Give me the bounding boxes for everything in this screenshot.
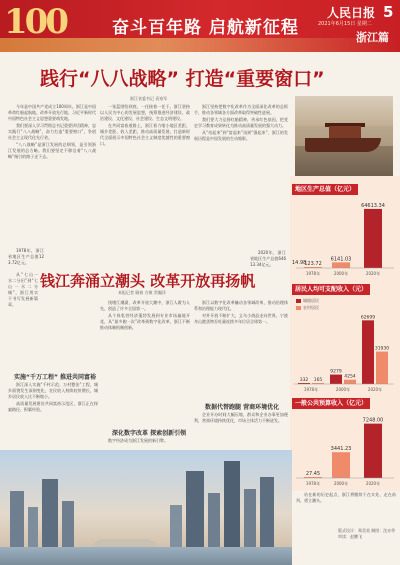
income-category-label-0: 1978年 <box>303 387 319 392</box>
budget-chart <box>290 410 400 490</box>
red-boat-photo <box>295 96 393 176</box>
income-value-label-s1-2: 31930 <box>374 346 390 352</box>
masthead-logo: 人民日报 <box>327 6 376 20</box>
article2-column-2b: 数字经济成为浙江发展的新引擎。 <box>108 438 168 443</box>
article2-column-1: 从“七山一水二分田”到“七山一水二分城”，浙江用实干书写发展新篇章。 <box>8 272 38 307</box>
subhead-3: 数据代替跑腿 营商环境优化 <box>205 404 280 411</box>
chart1-title: 地区生产总值（亿元） <box>292 184 358 195</box>
page-header <box>0 0 400 52</box>
budget-value-label-2: 7248.00 <box>362 417 384 424</box>
budget-category-label-2: 2020年 <box>365 481 381 486</box>
main-byline: 浙江省委书记 袁家军 <box>130 96 168 101</box>
statistics-panel <box>290 176 400 491</box>
page-credits: 版式设计：郑美英 制图：沈亦伶 审读：赵鹏飞 <box>338 528 396 539</box>
second-headline: 钱江奔涌立潮头 改革开放再扬帆 <box>40 272 256 290</box>
chart2-title: 居民人均可支配收入（元） <box>292 284 370 295</box>
gdp-category-label-2: 2020年 <box>365 271 381 276</box>
income-bar-s1-1 <box>344 380 356 384</box>
city-skyline-photo <box>0 450 292 565</box>
budget-bar-1 <box>332 452 350 478</box>
gdp-value-label-2: 64613.34 <box>361 202 385 209</box>
side-note-right: 2020年，浙江省地区生产总值64613.34亿元。 <box>250 250 286 267</box>
subhead-1: 实施“千万工程” 推进共同富裕 <box>14 374 96 381</box>
income-category-label-2: 2020年 <box>367 387 383 392</box>
article1-column-2: 一张蓝图绘到底，一任接着一任干。浙江坚持以人民为中心的发展思想，统筹推进经济建设、政治建设、文化建设、社会建设、生态文明建设。 在共同富裕道路上，浙江着力缩小地区差距、城乡差距、收入差距，推动高质量发展，打造新时代全面展示中国特色社会主义制度优越性的重要窗口。 <box>100 104 190 146</box>
header-slogan: 奋斗百年路 启航新征程 <box>112 18 299 38</box>
chart2-legend-1: 城镇居民 <box>296 298 319 304</box>
gdp-category-label-1: 2000年 <box>333 271 349 276</box>
budget-bar-2 <box>364 424 382 478</box>
chart3-title: 一般公共预算收入（亿元） <box>292 398 370 409</box>
side-note: 1978年，浙江省地区生产总值123.72亿元。 <box>8 248 44 265</box>
main-headline: 践行“八八战略” 打造“重要窗口” <box>40 68 325 90</box>
income-value-label-s0-2: 62699 <box>360 315 376 321</box>
income-value-label-s0-0: 332 <box>299 378 309 383</box>
article2-column-4: 站在新的历史起点，浙江将继续干在实处、走在前列、勇立潮头。 <box>296 492 396 503</box>
income-value-label-s1-1: 4254 <box>344 374 356 380</box>
gdp-chart <box>290 196 400 281</box>
budget-category-label-1: 2000年 <box>333 481 349 486</box>
income-bar-s0-2 <box>362 320 374 384</box>
edition-label: 浙江篇 <box>356 31 389 44</box>
income-category-label-1: 2000年 <box>335 387 351 392</box>
gdp-category-label-0: 1978年 <box>305 271 321 276</box>
gdp-bar-1 <box>332 262 350 268</box>
income-value-label-s0-1: 9279 <box>330 369 342 375</box>
gdp-value-label-0: 123.72 <box>304 261 322 267</box>
article2-column-1b: 浙江深入实施“千村示范、万村整治”工程，城乡面貌发生深刻变化，农民收入持续较快增长，城乡居民收入比不断缩小。 高质量发展建设共同富裕示范区，浙江正在探索路径、积累经验。 <box>8 382 98 412</box>
article2-column-3b: 企业开办时间大幅压缩，群众和企业办事更加便利，营商环境持续优化，市场主体活力不断迸发。 <box>194 412 288 423</box>
budget-category-label-0: 1978年 <box>305 481 321 486</box>
budget-value-label-1: 3441.23 <box>330 446 352 453</box>
page-number: 5 <box>383 3 394 21</box>
income-value-label-s1-0: 165 <box>313 378 323 383</box>
gdp-bar-2 <box>364 209 382 268</box>
budget-value-label-0: 27.45 <box>305 471 321 477</box>
income-chart <box>290 312 400 396</box>
centenary-number: 100 <box>4 2 66 42</box>
income-bar-s1-2 <box>376 352 388 384</box>
gdp-annotation: 14.98 <box>292 260 307 266</box>
article1-column-3: 浙江坚持把数字化改革作为全面深化改革的总抓手，推动各领域各方面改革取得突破性进展。 我们要大力弘扬红船精神，传承红色基因，把党史学习教育成果转化为推动高质量发展的强大动力。 从“站起来”到“富起来”再到“强起来”，浙江的发展历程是中国发展的生动缩影。 <box>194 104 288 141</box>
second-byline: 本报记者 顾春 方敏 窦瀚洋 <box>118 290 166 295</box>
article2-column-3: 浙江以数字化改革撬动各领域改革，推动治理体系和治理能力现代化。 对外开放不断扩大，义乌小商品走向世界，宁波舟山港货物吞吐量连续多年位居全球第一。 <box>194 300 288 324</box>
article1-column-1: 今年是中国共产党成立100周年。浙江是中国革命红船起航地、改革开放先行地、习近平新时代中国特色社会主义思想重要萌发地。 我们要深入学习贯彻总书记重要讲话精神，忠实践行“八八战略”，奋力打造“重要窗口”，争创社会主义现代化先行省。 “八八战略”是浙江发展的总纲领，是引领浙江发展的总方略。我们要坚定不移沿着“八八战略”指引的路子走下去。 <box>8 104 96 159</box>
dateline: 2021年6月15日 星期二 <box>318 21 372 27</box>
gdp-value-label-1: 6141.03 <box>330 256 352 263</box>
income-bar-s0-1 <box>330 375 342 384</box>
article2-column-2: 钱塘江潮涌，改革开放大潮中，浙江人敢为人先，创造了许多全国第一。 从个体私营经济蓬勃发展到专业市场遍地开花，从“最多跑一次”改革到数字化改革，浙江不断推动体制机制创新。 <box>100 300 190 330</box>
subhead-2: 深化数字改革 探索创新引领 <box>112 430 187 437</box>
chart2-legend-2: 农村居民 <box>296 305 319 311</box>
